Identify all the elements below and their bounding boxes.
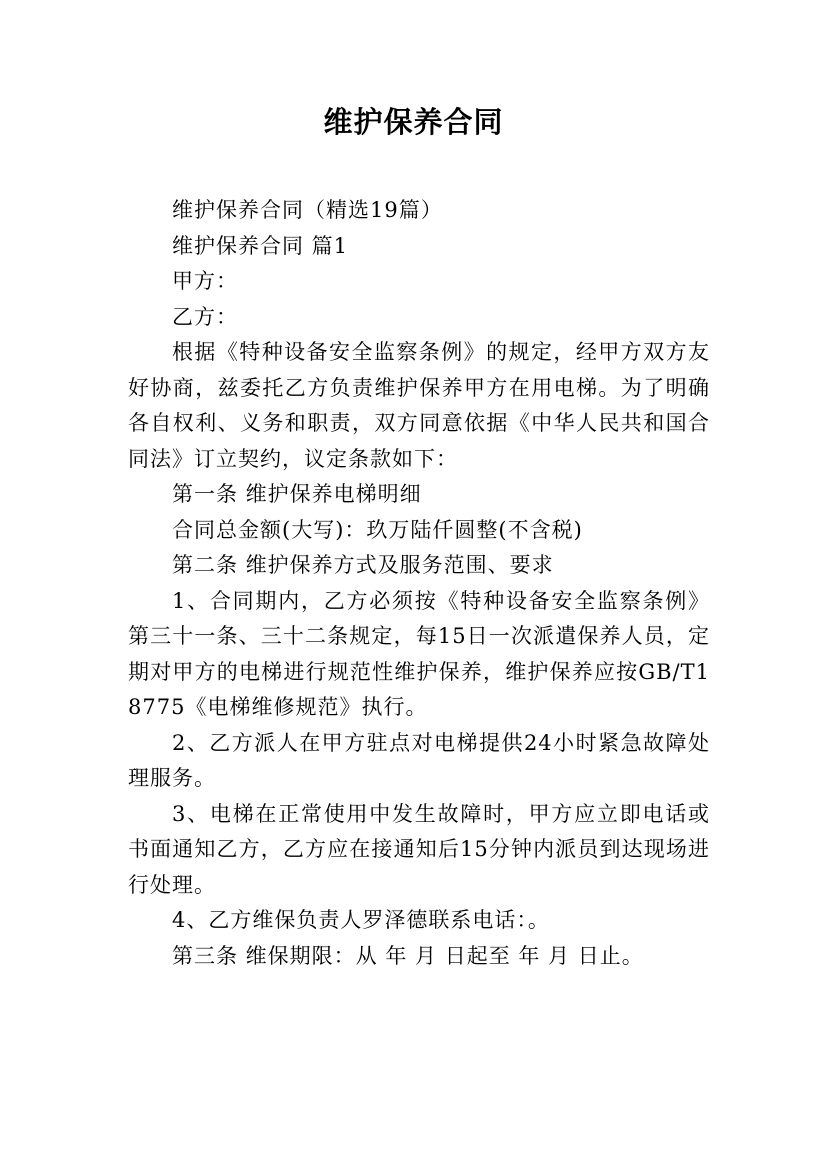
paragraph-subtitle: 维护保养合同（精选19篇） [172, 198, 443, 222]
paragraph-clause-1: 1、合同期内，乙方必须按《特种设备安全监察条例》第三十一条、三十二条规定，每15日一次派遣保养人员，定期对甲方的电梯进行规范性维护保养，维护保养应按GB/T18775《电梯维修规范》执行。 [128, 588, 710, 719]
document-title: 维护保养合同 [323, 105, 504, 139]
document-body [128, 193, 710, 974]
paragraph-total-amount: 合同总金额(大写)：玖万陆仟圆整(不含税) [172, 517, 583, 542]
paragraph-party-a: 甲方： [172, 269, 238, 293]
paragraph-clause-3: 3、电梯在正常使用中发生故障时，甲方应立即电话或书面通知乙方，乙方应在接通知后15分钟内派员到达现场进行处理。 [128, 801, 710, 897]
paragraph-article-2: 第二条 维护保养方式及服务范围、要求 [172, 553, 554, 577]
paragraph-clause-4: 4、乙方维保负责人罗泽德联系电话：。 [172, 908, 550, 932]
paragraph-section-heading: 维护保养合同 篇1 [172, 233, 349, 258]
paragraph-clause-2: 2、乙方派人在甲方驻点对电梯提供24小时紧急故障处理服务。 [128, 730, 710, 790]
paragraph-preamble: 根据《特种设备安全监察条例》的规定，经甲方双方友好协商，兹委托乙方负责维护保养甲方在用电梯。为了明确各自权利、义务和职责，双方同意依据《中华人民共和国合同法》订立契约，议定条款如下： [128, 340, 710, 471]
paragraph-article-1: 第一条 维护保养电梯明细 [172, 482, 422, 506]
paragraph-article-3: 第三条 维保期限：从 年 月 日起至 年 月 日止。 [172, 943, 644, 968]
paragraph-party-b: 乙方： [172, 304, 238, 329]
